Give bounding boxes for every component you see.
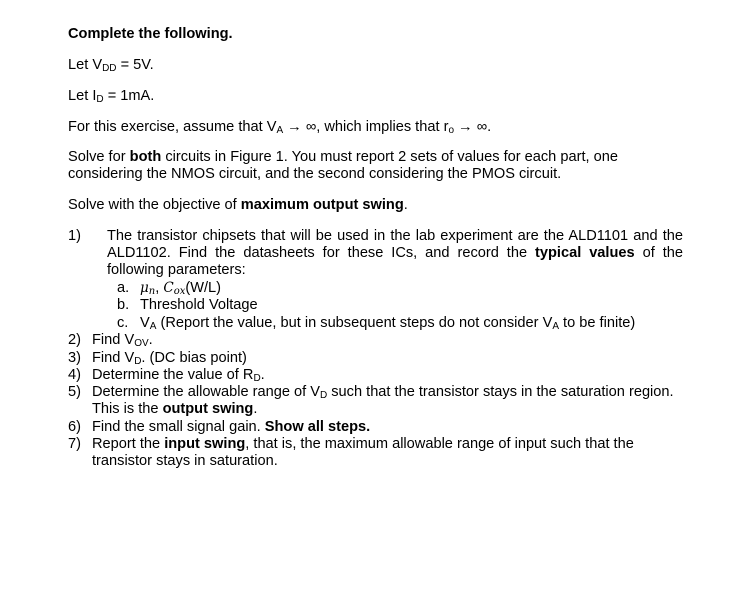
item-1-text: The transistor chipsets that will be used in the lab experiment are the ALD1101 and the ALD1102. Find the datasheets for these ICs, and record the typical values of the following parameters: [107, 228, 683, 278]
item-6-number: 6) [68, 419, 81, 435]
assumption-line: For this exercise, assume that $V_A$ → ∞, which implies that $r_o$ → ∞. [68, 119, 492, 136]
item-4-text: Determine the value of $R_D$. [92, 367, 265, 384]
item-6-text: Find the small signal gain. Show all steps. [92, 419, 371, 435]
item-c-text: $V_A$ (Report the value, but in subsequent steps do not consider $V_A$ to be finite) [140, 315, 636, 332]
item-4-number: 4) [68, 367, 81, 383]
item-a-text: $\mu_n$, $C_{ox}(W/L)$ [140, 280, 222, 297]
item-b-text: Threshold Voltage [140, 297, 258, 313]
item-c-letter: c. [117, 315, 129, 331]
item-2-text: Find $V_{OV}$. [92, 332, 153, 349]
item-7-number: 7) [68, 436, 81, 452]
item-5-text: Determine the allowable range of $V_D$ such that the transistor stays in the saturation region. This is the output swing. [92, 384, 674, 417]
item-1-number: 1) [68, 228, 81, 244]
id-line: Let $I_D = 1mA$. [68, 88, 155, 105]
title: Complete the following. [68, 26, 233, 42]
item-a-letter: a. [117, 280, 130, 296]
item-2-number: 2) [68, 332, 81, 348]
vdd-line: Let $V_{DD} = 5V$. [68, 57, 154, 74]
item-3-number: 3) [68, 350, 81, 366]
objective-line: Solve with the objective of maximum output swing. [68, 197, 408, 213]
item-7-text: Report the input swing, that is, the maximum allowable range of input such that the transistor stays in saturation. [92, 436, 634, 469]
solve-both-paragraph: Solve for both circuits in Figure 1. You must report 2 sets of values for each part, one considering the NMOS circuit, and the second considering the PMOS circuit. [68, 149, 618, 182]
item-b-letter: b. [117, 297, 130, 313]
item-5-number: 5) [68, 384, 81, 400]
item-3-text: Find $V_D$. (DC bias point) [92, 350, 247, 367]
